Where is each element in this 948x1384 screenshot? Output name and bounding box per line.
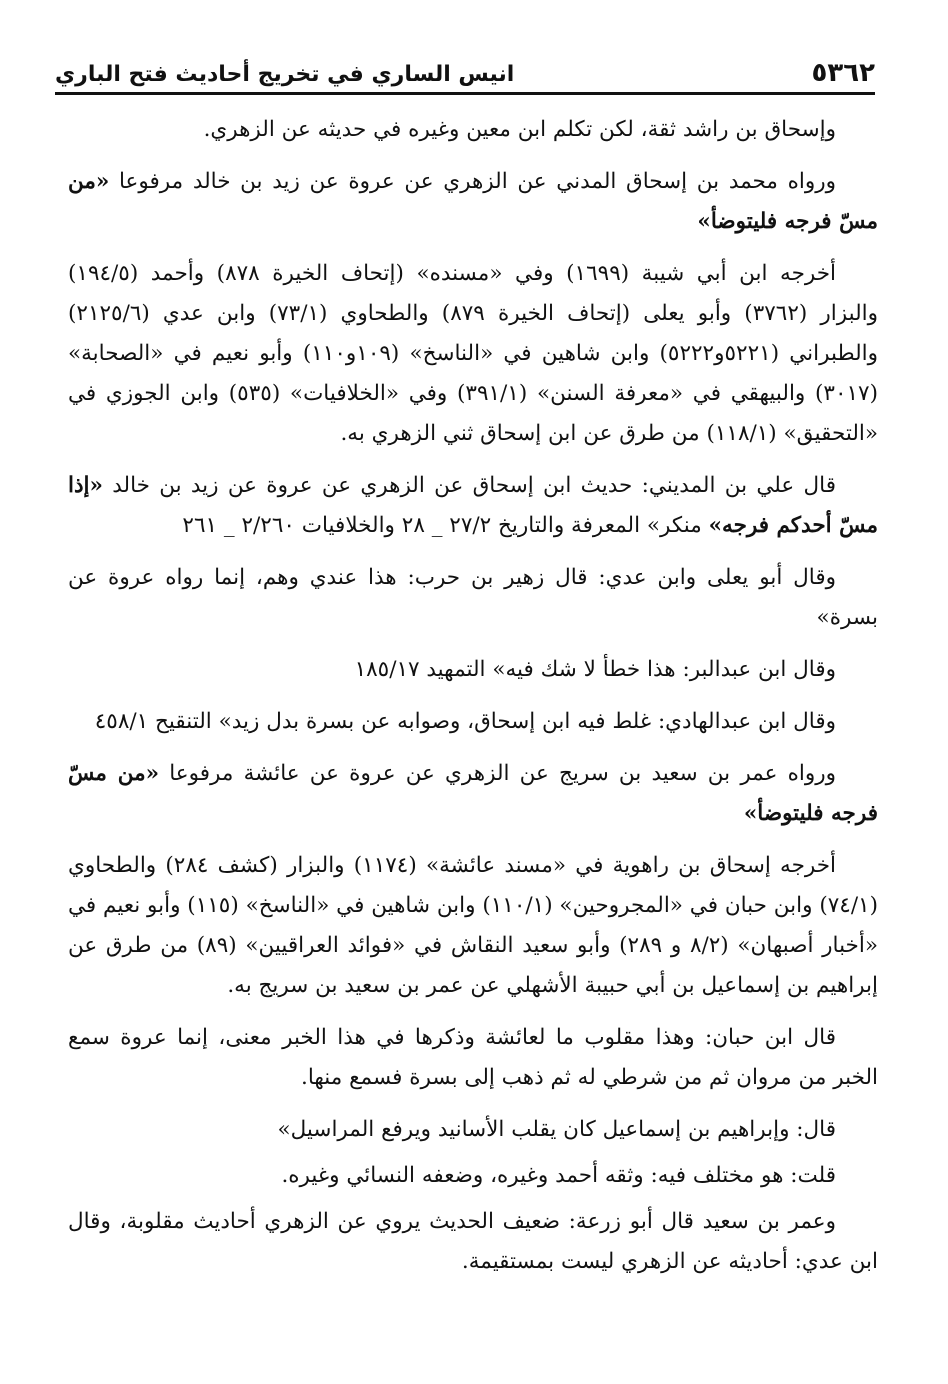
paragraph	[68, 650, 878, 690]
paragraph	[68, 162, 878, 242]
paragraph	[68, 558, 878, 638]
hadith-quote: «من مسّ فرجه فليتوضأ»	[68, 169, 878, 234]
paragraph-text: وقال ابن عبدالبر: هذا خطأ لا شك فيه» التمهيد ١٨٥/١٧	[354, 657, 836, 682]
paragraph	[68, 1202, 878, 1282]
running-title: انيس الساري في تخريج أحاديث فتح الباري	[55, 62, 515, 87]
page-number: ٥٣٦٢	[811, 58, 875, 88]
paragraph-text: ورواه محمد بن إسحاق المدني عن الزهري عن عروة عن زيد بن خالد مرفوعا	[109, 169, 836, 194]
paragraph-text: قال ابن حبان: وهذا مقلوب ما لعائشة وذكرها في هذا الخبر معنى، إنما عروة سمع الخبر من مروان ثم من شرطي له ثم ذهب إلى بسرة فسمع منها.	[68, 1025, 878, 1090]
paragraph	[68, 702, 878, 742]
page-header	[55, 44, 875, 86]
header-rule	[55, 92, 875, 95]
paragraph-text: منكر» المعرفة والتاريخ ٢٧/٢ _ ٢٨ والخلافيات ٢/٢٦٠ _ ٢٦١	[182, 513, 709, 538]
paragraph-text: وعمر بن سعيد قال أبو زرعة: ضعيف الحديث يروي عن الزهري أحاديث مقلوبة، وقال ابن عدي: أحاديثه عن الزهري ليست بمستقيمة.	[68, 1209, 878, 1274]
hadith-quote: «إذا مسّ أحدكم فرجه»	[68, 473, 878, 538]
paragraph	[68, 1018, 878, 1098]
paragraph-text: قال: وإبراهيم بن إسماعيل كان يقلب الأسانيد ويرفع المراسيل»	[277, 1117, 836, 1142]
paragraph-text: قال علي بن المديني: حديث ابن إسحاق عن الزهري عن عروة عن زيد بن خالد	[102, 473, 836, 498]
paragraph	[68, 466, 878, 546]
paragraph	[68, 110, 878, 150]
paragraph-text: وإسحاق بن راشد ثقة، لكن تكلم ابن معين وغيره في حديثه عن الزهري.	[203, 117, 836, 142]
body-text	[68, 110, 878, 1294]
paragraph	[68, 1156, 878, 1196]
paragraph-text: قلت: هو مختلف فيه: وثقه أحمد وغيره، وضعفه النسائي وغيره.	[281, 1163, 836, 1188]
paragraph-text: وقال ابن عبدالهادي: غلط فيه ابن إسحاق، وصوابه عن بسرة بدل زيد» التنقيح ٤٥٨/١	[94, 709, 836, 734]
paragraph-text: ورواه عمر بن سعيد بن سريج عن الزهري عن عروة عن عائشة مرفوعا	[159, 761, 836, 786]
hadith-quote: «من مسّ فرجه فليتوضأ»	[68, 761, 878, 826]
paragraph	[68, 846, 878, 1006]
paragraph-text: أخرجه ابن أبي شيبة (١٦٩٩) وفي «مسنده» (إتحاف الخيرة ٨٧٨) وأحمد (١٩٤/٥) والبزار (٣٧٦٢) وأبو يعلى (إتحاف الخيرة ٨٧٩) والطحاوي (٧٣/١) وابن عدي (٢١٢٥/٦) والطبراني (٥٢٢١و٥٢٢٢) وابن شاهين في «الناسخ» (١٠٩و١١٠) وأبو نعيم في «الصحابة» (٣٠١٧) والبيهقي في «معرفة السنن» (٣٩١/١) وفي «الخلافيات» (٥٣٥) وابن الجوزي في «التحقيق» (١١٨/١) من طرق عن ابن إسحاق ثني الزهري به.	[68, 261, 878, 446]
paragraph-text: وقال أبو يعلى وابن عدي: قال زهير بن حرب: هذا عندي وهم، إنما رواه عروة عن بسرة»	[68, 565, 878, 630]
paragraph	[68, 254, 878, 454]
paragraph	[68, 1110, 878, 1150]
paragraph-text: أخرجه إسحاق بن راهوية في «مسند عائشة» (١١٧٤) والبزار (كشف ٢٨٤) والطحاوي (٧٤/١) وابن حبان في «المجروحين» (١١٠/١) وابن شاهين في «الناسخ» (١١٥) وأبو نعيم في «أخبار أصبهان» (٨/٢ و ٢٨٩) وأبو سعيد النقاش في «فوائد العراقيين» (٨٩) من طرق عن إبراهيم بن إسماعيل بن أبي حبيبة الأشهلي عن عمر بن سعيد بن سريج به.	[68, 853, 878, 998]
paragraph	[68, 754, 878, 834]
